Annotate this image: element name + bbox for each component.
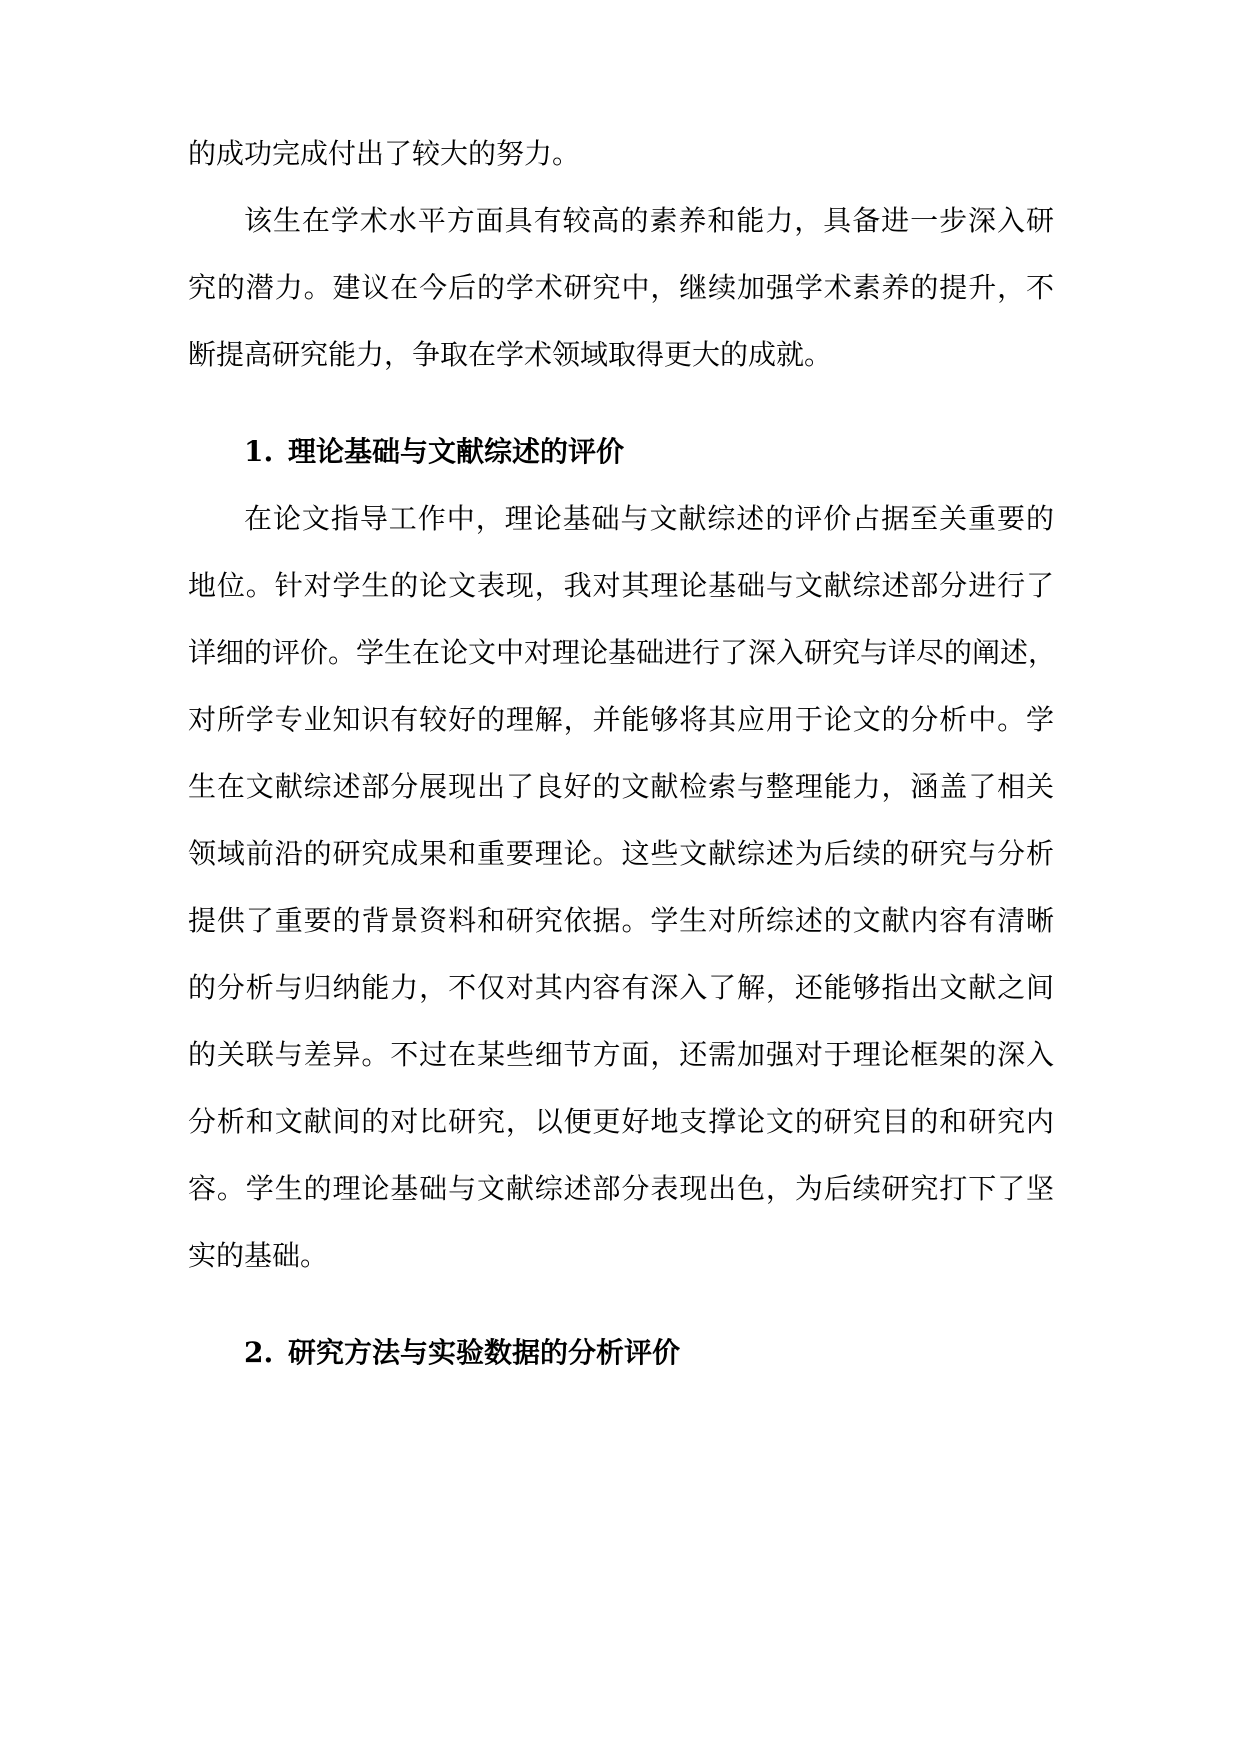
- section-number: 1.: [244, 435, 274, 468]
- section-heading: [244, 432, 624, 472]
- paragraph-line: 断提高研究能力，争取在学术领域取得更大的成就。: [188, 338, 833, 371]
- paragraph-line: 容。学生的理论基础与文献综述部分表现出色，为后续研究打下了坚: [188, 1172, 1054, 1205]
- paragraph-line: 该生在学术水平方面具有较高的素养和能力，具备进一步深入研: [244, 204, 1054, 237]
- section-title: 理论基础与文献综述的评价: [288, 435, 625, 468]
- paragraph-line: 对所学专业知识有较好的理解，并能够将其应用于论文的分析中。学: [188, 703, 1054, 736]
- paragraph-line: 的分析与归纳能力，不仅对其内容有深入了解，还能够指出文献之间: [188, 971, 1054, 1004]
- section-title: 研究方法与实验数据的分析评价: [288, 1336, 681, 1369]
- paragraph-line: 的关联与差异。不过在某些细节方面，还需加强对于理论框架的深入: [188, 1038, 1054, 1071]
- section-heading: [244, 1333, 680, 1373]
- paragraph-line: 领域前沿的研究成果和重要理论。这些文献综述为后续的研究与分析: [188, 837, 1054, 870]
- paragraph-line: 地位。针对学生的论文表现，我对其理论基础与文献综述部分进行了: [188, 569, 1054, 602]
- paragraph-line: 详细的评价。学生在论文中对理论基础进行了深入研究与详尽的阐述，: [188, 636, 1057, 669]
- document-page: [188, 0, 1057, 1754]
- paragraph-line: 分析和文献间的对比研究，以便更好地支撑论文的研究目的和研究内: [188, 1105, 1054, 1138]
- section-number: 2.: [244, 1336, 274, 1369]
- paragraph-line: 在论文指导工作中，理论基础与文献综述的评价占据至关重要的: [244, 502, 1054, 535]
- paragraph-line: 实的基础。: [188, 1239, 329, 1272]
- paragraph-line: 的成功完成付出了较大的努力。: [188, 137, 581, 170]
- paragraph-line: 提供了重要的背景资料和研究依据。学生对所综述的文献内容有清晰: [188, 904, 1054, 937]
- paragraph-line: 究的潜力。建议在今后的学术研究中，继续加强学术素养的提升，不: [188, 271, 1054, 304]
- paragraph-line: 生在文献综述部分展现出了良好的文献检索与整理能力，涵盖了相关: [188, 770, 1054, 803]
